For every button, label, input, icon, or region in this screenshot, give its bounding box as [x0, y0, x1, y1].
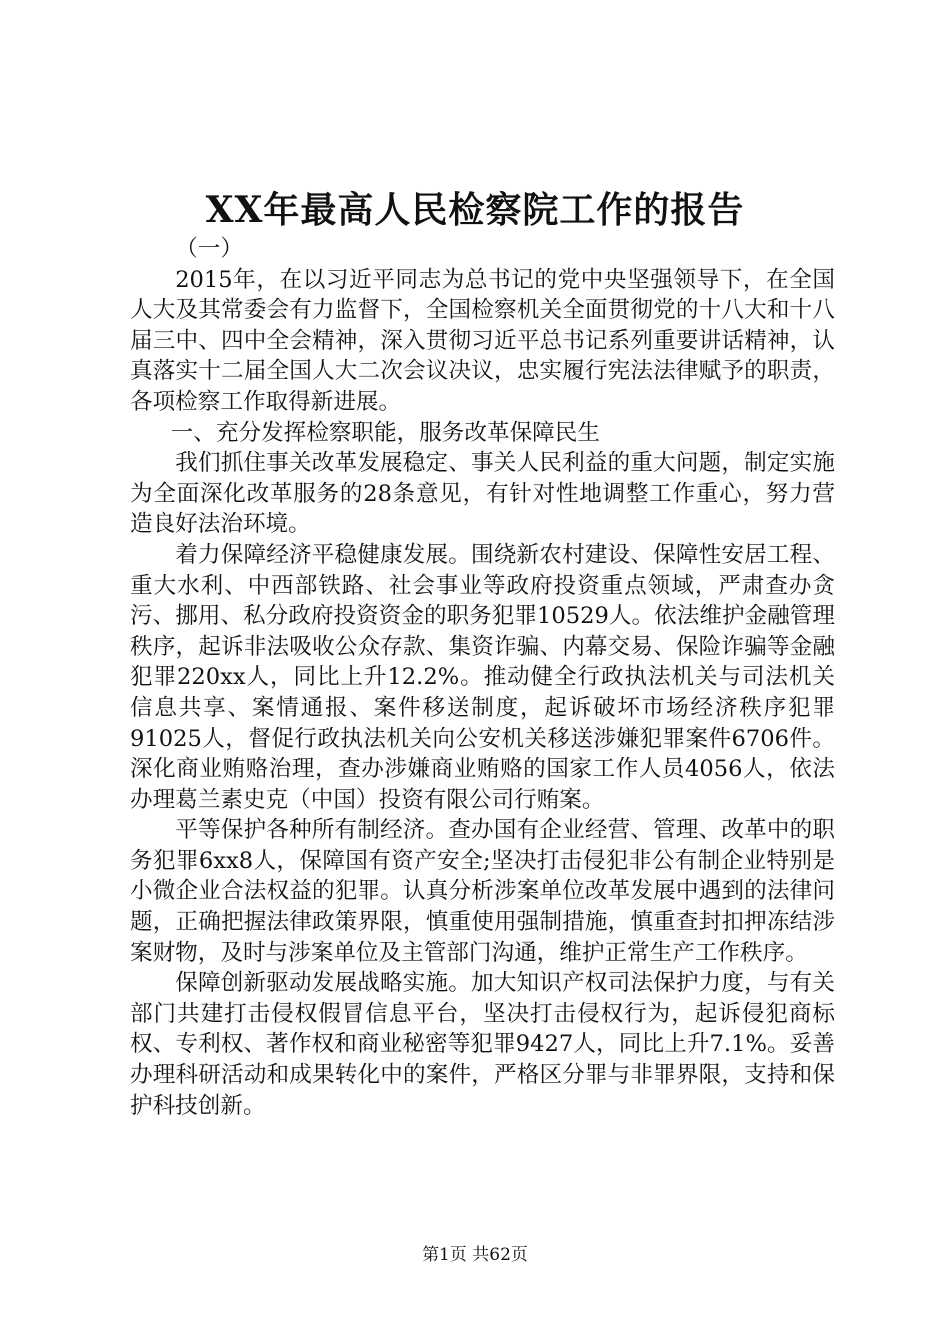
paragraph: 平等保护各种所有制经济。查办国有企业经营、管理、改革中的职务犯罪6xx8人，保障国有资产安全;坚决打击侵犯非公有制企业特别是小微企业合法权益的犯罪。认真分析涉案单位改革发展中遇到的法律问题，正确把握法律政策界限，慎重使用强制措施，慎重查封扣押冻结涉案财物，及时与涉案单位及主管部门沟通，维护正常生产工作秩序。	[130, 817, 835, 966]
document-title: XX年最高人民检察院工作的报告	[205, 189, 745, 231]
paragraph: 2015年，在以习近平同志为总书记的党中央坚强领导下，在全国人大及其常委会有力监督下，全国检察机关全面贯彻党的十八大和十八届三中、四中全会精神，深入贯彻习近平总书记系列重要讲话精神，认真落实十二届全国人大二次会议决议，忠实履行宪法法律赋予的职责，各项检察工作取得新进展。	[130, 266, 835, 415]
paragraph: 我们抓住事关改革发展稳定、事关人民利益的重大问题，制定实施为全面深化改革服务的28条意见，有针对性地调整工作重心，努力营造良好法治环境。	[130, 450, 835, 538]
section-heading: 一、充分发挥检察职能，服务改革保障民生	[170, 419, 600, 446]
paragraph: 保障创新驱动发展战略实施。加大知识产权司法保护力度，与有关部门共建打击侵权假冒信息平台，坚决打击侵权行为，起诉侵犯商标权、专利权、著作权和商业秘密等犯罪9427人，同比上升7.1%。妥善办理科研活动和成果转化中的案件，严格区分罪与非罪界限，支持和保护科技创新。	[130, 970, 835, 1119]
document-body	[130, 234, 835, 1121]
paragraph: 着力保障经济平稳健康发展。围绕新农村建设、保障性安居工程、重大水利、中西部铁路、社会事业等政府投资重点领域，严肃查办贪污、挪用、私分政府投资资金的职务犯罪10529人。依法维护金融管理秩序，起诉非法吸收公众存款、集资诈骗、内幕交易、保险诈骗等金融犯罪220xx人，同比上升12.2%。推动健全行政执法机关与司法机关信息共享、案情通报、案件移送制度，起诉破坏市场经济秩序犯罪91025人，督促行政执法机关向公安机关移送涉嫌犯罪案件6706件。深化商业贿赂治理，查办涉嫌商业贿赂的国家工作人员4056人，依法办理葛兰素史克（中国）投资有限公司行贿案。	[130, 541, 835, 813]
section-marker: （一）	[175, 236, 243, 262]
page-footer: 第1页 共62页	[422, 1245, 528, 1265]
